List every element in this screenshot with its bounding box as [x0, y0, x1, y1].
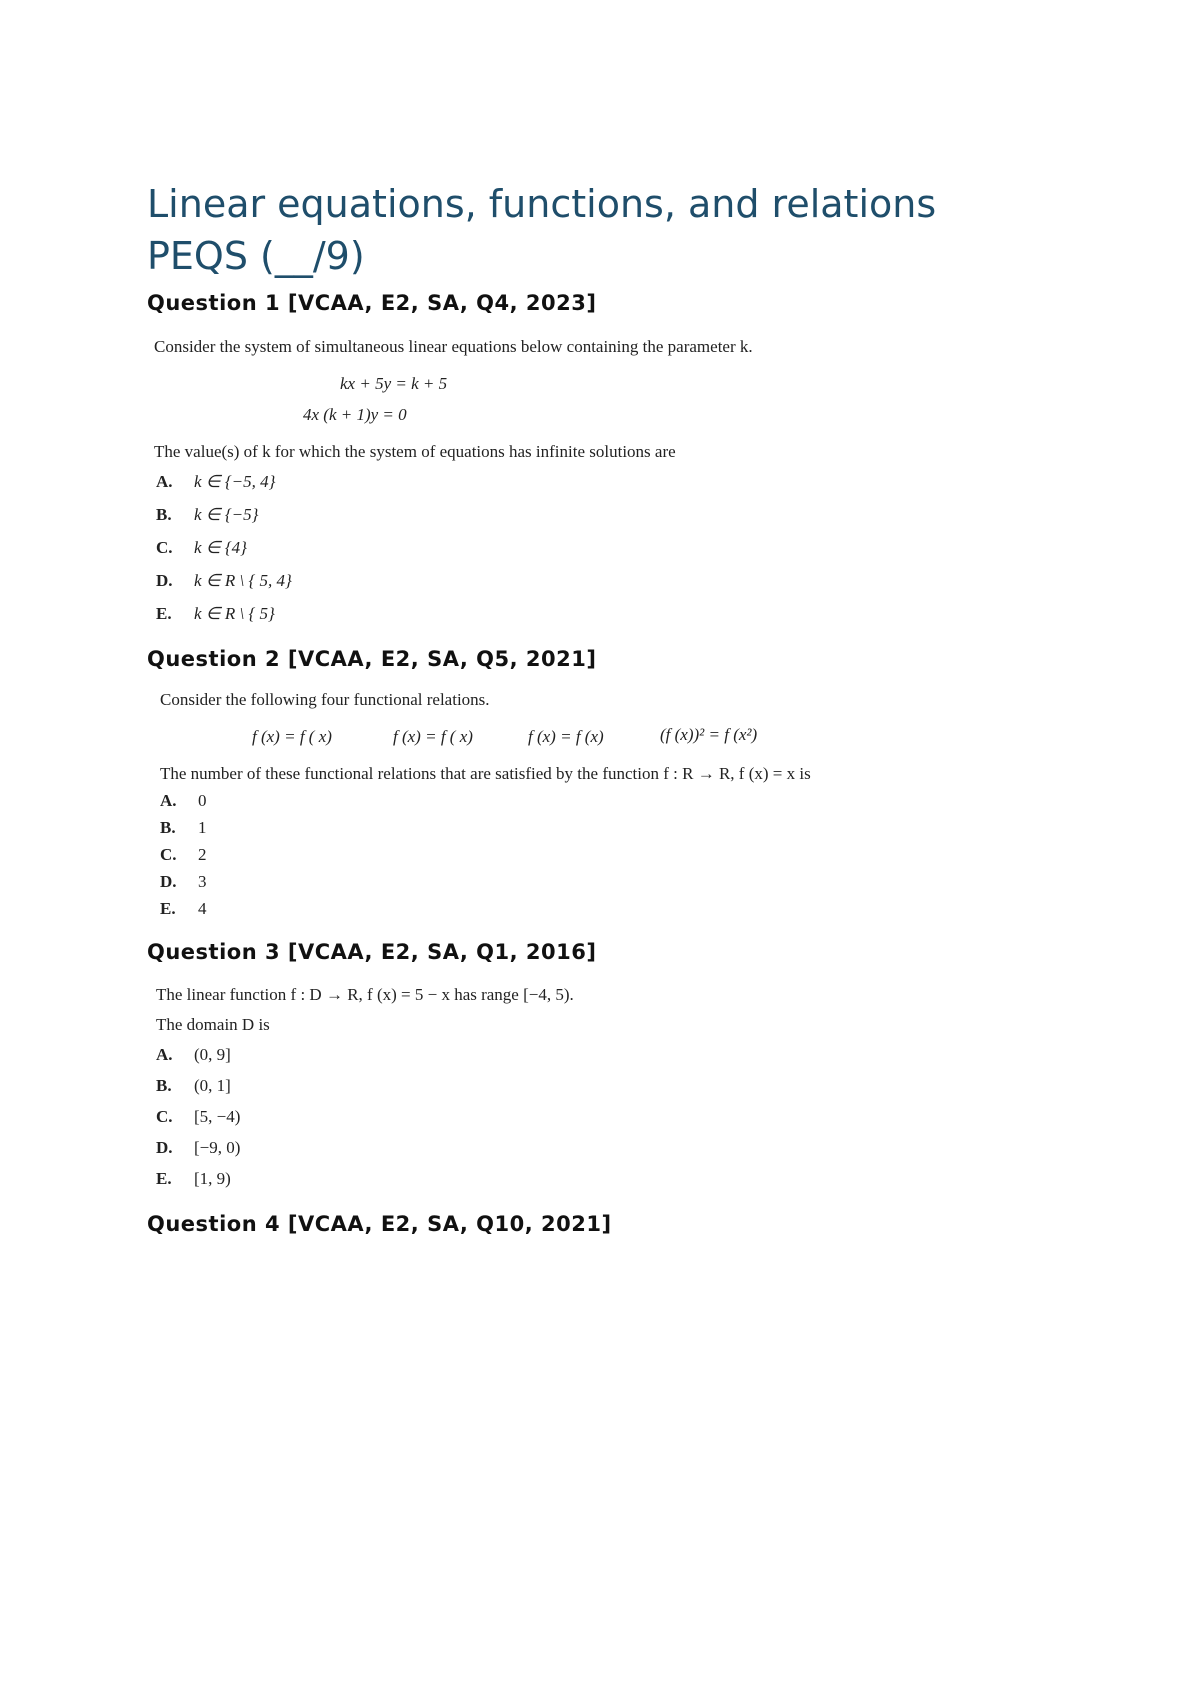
option-letter: E.	[160, 899, 176, 918]
option-text: (0, 9]	[194, 1045, 231, 1064]
question-3-stem: The linear function f : D → R, f (x) = 5 − x has range [−4, 5).	[156, 985, 574, 1004]
question-1-stem: Consider the system of simultaneous linear equations below containing the parameter k.	[154, 337, 753, 356]
option-letter: A.	[156, 472, 173, 491]
option-text: 3	[198, 872, 207, 891]
option-text: 0	[198, 791, 207, 810]
option-letter: B.	[160, 818, 176, 837]
option-letter: C.	[156, 1107, 173, 1126]
option-letter: A.	[160, 791, 177, 810]
question-2-stem: Consider the following four functional relations.	[160, 690, 490, 709]
question-3-heading: Question 3 [VCAA, E2, SA, Q1, 2016]	[147, 940, 597, 964]
option-text: k ∈ {−5, 4}	[194, 472, 276, 491]
question-1-option-b[interactable]	[156, 505, 258, 525]
option-text: 1	[198, 818, 207, 837]
question-1-heading: Question 1 [VCAA, E2, SA, Q4, 2023]	[147, 291, 597, 315]
question-1-option-c[interactable]	[156, 538, 247, 558]
option-letter: D.	[156, 1138, 173, 1157]
option-letter: B.	[156, 505, 172, 524]
question-1-option-a[interactable]	[156, 472, 275, 492]
option-letter: A.	[156, 1045, 173, 1064]
question-3-prompt: The domain D is	[156, 1015, 270, 1034]
option-text: k ∈ R \ { 5, 4}	[194, 571, 292, 590]
question-2-option-a[interactable]	[160, 791, 207, 811]
option-text: 4	[198, 899, 207, 918]
question-3-option-b[interactable]	[156, 1076, 231, 1096]
question-2-option-d[interactable]	[160, 872, 207, 892]
option-letter: C.	[156, 538, 173, 557]
question-2-option-c[interactable]	[160, 845, 207, 865]
question-3-option-d[interactable]	[156, 1138, 240, 1158]
option-text: 2	[198, 845, 207, 864]
option-text: k ∈ {−5}	[194, 505, 259, 524]
question-1-equation-1: kx + 5y = k + 5	[340, 374, 448, 393]
title-line-2: PEQS (__/9)	[147, 234, 365, 278]
option-text: [5, −4)	[194, 1107, 241, 1126]
option-letter: E.	[156, 1169, 172, 1188]
question-2-relation-1: f (x) = f ( x)	[252, 727, 332, 746]
question-1-equation-2: 4x (k + 1)y = 0	[303, 405, 407, 424]
option-text: k ∈ R \ { 5}	[194, 604, 275, 623]
question-2-relation-3: f (x) = f (x)	[528, 727, 604, 746]
question-1-option-d[interactable]	[156, 571, 292, 591]
question-4-heading: Question 4 [VCAA, E2, SA, Q10, 2021]	[147, 1212, 612, 1236]
question-1-option-e[interactable]	[156, 604, 275, 624]
question-3-option-a[interactable]	[156, 1045, 231, 1065]
option-text: [−9, 0)	[194, 1138, 241, 1157]
option-text: [1, 9)	[194, 1169, 231, 1188]
option-letter: C.	[160, 845, 177, 864]
question-2-heading: Question 2 [VCAA, E2, SA, Q5, 2021]	[147, 647, 597, 671]
question-3-option-e[interactable]	[156, 1169, 231, 1189]
question-2-option-e[interactable]	[160, 899, 207, 919]
question-2-option-b[interactable]	[160, 818, 207, 838]
question-3-option-c[interactable]	[156, 1107, 240, 1127]
option-letter: D.	[156, 571, 173, 590]
question-2-relation-4: (f (x))² = f (x²)	[660, 725, 758, 744]
question-1-prompt: The value(s) of k for which the system of equations has infinite solutions are	[154, 442, 676, 461]
option-letter: E.	[156, 604, 172, 623]
option-letter: B.	[156, 1076, 172, 1095]
title-line-1: Linear equations, functions, and relations	[147, 182, 937, 226]
option-text: (0, 1]	[194, 1076, 231, 1095]
option-letter: D.	[160, 872, 177, 891]
page-title	[147, 178, 1047, 282]
question-2-relation-2: f (x) = f ( x)	[393, 727, 473, 746]
option-text: k ∈ {4}	[194, 538, 247, 557]
question-2-prompt: The number of these functional relations that are satisfied by the function f : R → R, f (x) = x is	[160, 764, 811, 783]
